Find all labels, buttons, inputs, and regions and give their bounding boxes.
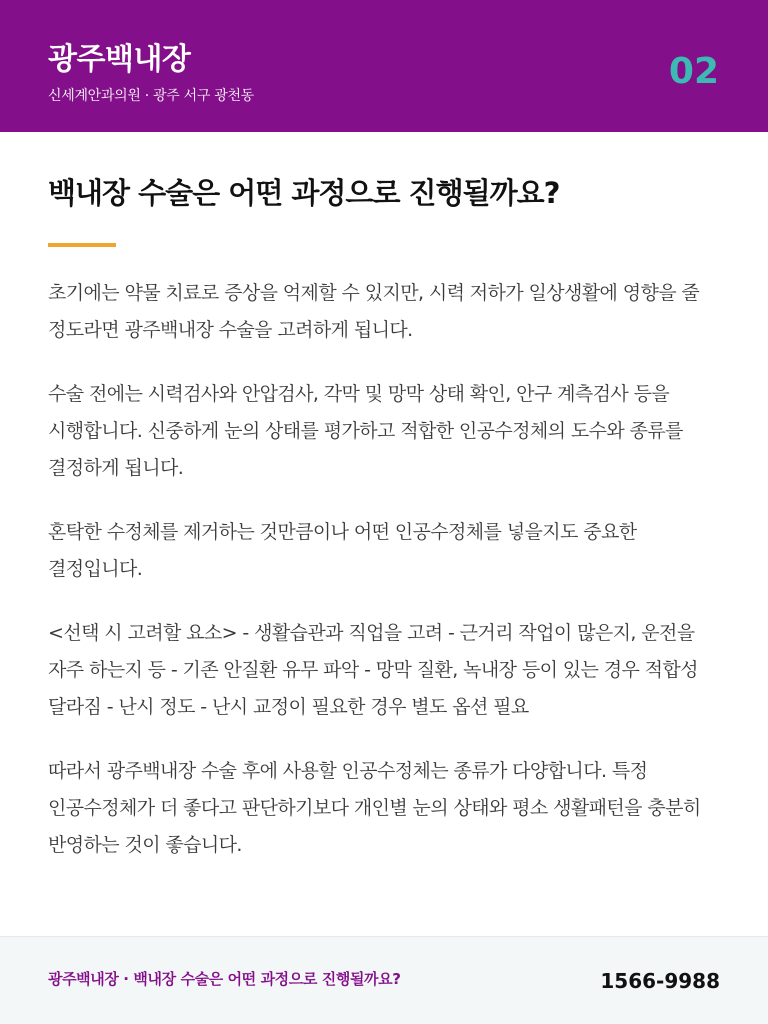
paragraph-4: <선택 시 고려할 요소> - 생활습관과 직업을 고려 - 근거리 작업이 많은지, 운전을 자주 하는지 등 - 기존 안질환 유무 파악 - 망막 질환, 녹내장 등이 있는 경우 적합성 달라짐 - 난시 정도 - 난시 교정이 필요한 경우 별도 옵션 필요 — [48, 622, 698, 718]
header-banner — [0, 0, 768, 132]
brand-title: 광주백내장 — [48, 42, 191, 77]
article-title: 백내장 수술은 어떤 과정으로 진행될까요? — [48, 176, 560, 210]
paragraph-5: 따라서 광주백내장 수술 후에 사용할 인공수정체는 종류가 다양합니다. 특정 인공수정체가 더 좋다고 판단하기보다 개인별 눈의 상태와 평소 생활패턴을 충분히 반영하는 것이 좋습니다. — [48, 760, 701, 856]
paragraph-1: 초기에는 약물 치료로 증상을 억제할 수 있지만, 시력 저하가 일상생활에 영향을 줄 정도라면 광주백내장 수술을 고려하게 됩니다. — [48, 282, 700, 341]
footer-bar — [0, 936, 768, 1024]
article — [48, 170, 720, 891]
title-underline — [48, 243, 116, 247]
brand-subtitle: 신세계안과의원 · 광주 서구 광천동 — [48, 88, 254, 104]
page-number: 02 — [668, 51, 719, 92]
phone-number: 1566-9988 — [600, 969, 720, 993]
footer-caption: 광주백내장 · 백내장 수술은 어떤 과정으로 진행될까요? — [48, 970, 401, 988]
paragraph-2: 수술 전에는 시력검사와 안압검사, 각막 및 망막 상태 확인, 안구 계측검사 등을 시행합니다. 신중하게 눈의 상태를 평가하고 적합한 인공수정체의 도수와 종류를 결정하게 됩니다. — [48, 383, 683, 479]
paragraph-3: 혼탁한 수정체를 제거하는 것만큼이나 어떤 인공수정체를 넣을지도 중요한 결정입니다. — [48, 521, 637, 580]
article-body — [48, 275, 720, 864]
